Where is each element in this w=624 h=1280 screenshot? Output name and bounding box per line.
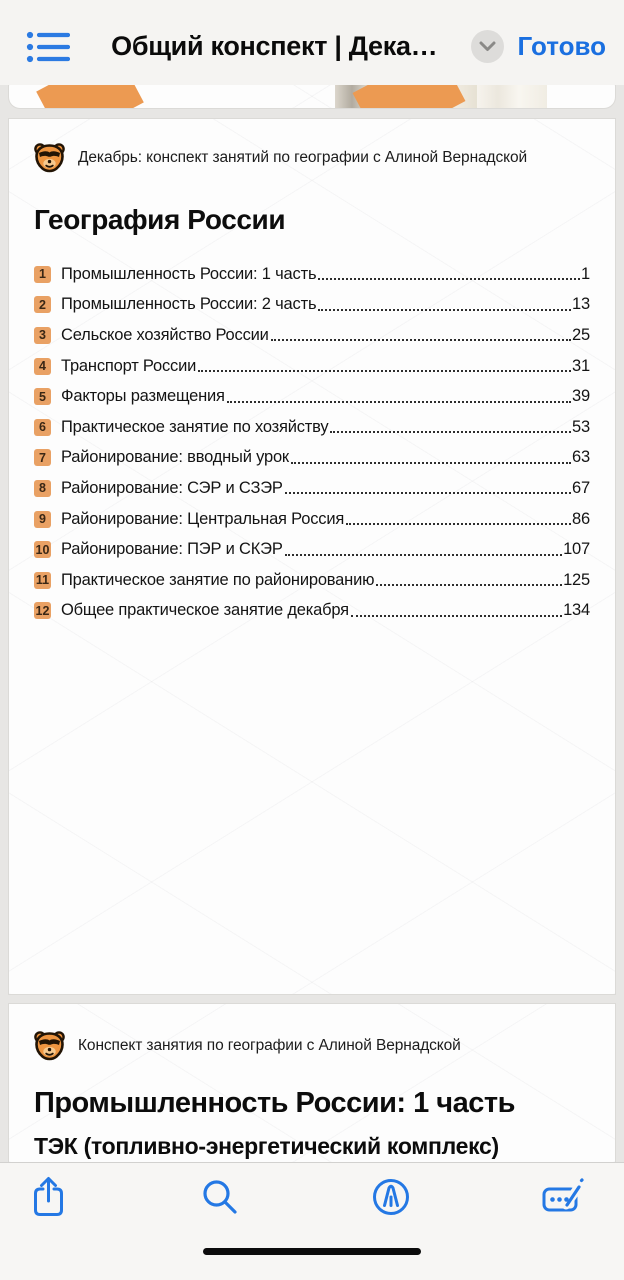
toc-dot-leader — [318, 309, 571, 311]
title-menu-button[interactable] — [471, 30, 504, 63]
toc-entry[interactable] — [34, 534, 590, 565]
toc-dot-leader — [271, 339, 571, 341]
toc-entry-page: 86 — [572, 509, 590, 528]
toc-entry[interactable] — [34, 504, 590, 535]
toc-entry-label: Практическое занятие по хозяйству — [61, 417, 329, 436]
lesson-title: Промышленность России: 1 часть — [34, 1087, 515, 1119]
toc-entry-label: Районирование: вводный урок — [61, 448, 289, 467]
fill-and-sign-button[interactable] — [542, 1176, 584, 1218]
toc-entry-number-badge: 12 — [35, 603, 50, 618]
share-button[interactable] — [27, 1176, 69, 1218]
contents-list-button[interactable] — [26, 26, 74, 68]
home-indicator[interactable] — [203, 1248, 421, 1255]
toc-entry[interactable] — [34, 565, 590, 596]
done-button[interactable]: Готово — [517, 31, 606, 61]
toc-dot-leader — [318, 278, 580, 280]
bottom-toolbar — [0, 1162, 624, 1280]
toc-entry-number-badge: 10 — [35, 542, 50, 557]
markup-button[interactable] — [370, 1176, 412, 1218]
toc-entry-page: 1 — [581, 264, 590, 283]
search-icon — [201, 1178, 239, 1216]
search-button[interactable] — [199, 1176, 241, 1218]
toc-entry-page: 25 — [572, 325, 590, 344]
toc-entry[interactable] — [34, 290, 590, 321]
toc-entry-number-badge: 9 — [34, 511, 51, 528]
navigation-bar — [0, 0, 624, 85]
toc-entry-number-badge: 11 — [35, 573, 50, 588]
toc-entry[interactable] — [34, 320, 590, 351]
toc-entry[interactable] — [34, 412, 590, 443]
toc-entry-number-badge: 6 — [34, 419, 51, 436]
fill-and-sign-icon — [541, 1176, 585, 1218]
toc-list — [34, 259, 590, 626]
toc-entry-number-badge: 2 — [34, 296, 51, 313]
toc-entry-page: 63 — [572, 448, 590, 467]
toc-entry-page: 39 — [572, 387, 590, 406]
toc-entry-label: Районирование: СЭР и СЗЭР — [61, 478, 283, 497]
toc-dot-leader — [227, 401, 571, 403]
bear-logo-icon — [34, 1031, 65, 1061]
toc-entry-page: 134 — [563, 601, 590, 620]
share-icon — [31, 1175, 66, 1219]
toc-entry[interactable] — [34, 259, 590, 290]
toc-entry[interactable] — [34, 473, 590, 504]
cover-orange-stripe — [36, 85, 144, 109]
toc-entry[interactable] — [34, 351, 590, 382]
toc-entry-page: 107 — [563, 540, 590, 559]
toc-entry-number-badge: 7 — [34, 449, 51, 466]
toc-entry-label: Факторы размещения — [61, 387, 225, 406]
toc-entry-label: Промышленность России: 1 часть — [61, 264, 317, 283]
toc-dot-leader — [198, 370, 571, 372]
cover-page-bottom-edge[interactable] — [8, 85, 616, 109]
toc-entry-label: Общее практическое занятие декабря — [61, 601, 349, 620]
toc-entry-number-badge: 8 — [34, 480, 51, 497]
toc-entry-label: Районирование: Центральная Россия — [61, 509, 345, 528]
markup-icon — [371, 1177, 411, 1217]
lesson-subtitle: ТЭК (топливно-энергетический комплекс) — [34, 1133, 499, 1159]
toc-dot-leader — [330, 431, 571, 433]
toc-entry-page: 53 — [572, 417, 590, 436]
toc-entry-page: 31 — [572, 356, 590, 375]
toc-entry[interactable] — [34, 596, 590, 627]
toc-entry[interactable] — [34, 443, 590, 474]
toc-dot-leader — [291, 462, 571, 464]
toc-entry-page: 67 — [572, 478, 590, 497]
toc-entry-number-badge: 5 — [34, 388, 51, 405]
page-header — [34, 1031, 590, 1061]
page-header-caption: Декабрь: конспект занятий по географии с Алиной Вернадской — [78, 149, 528, 166]
contents-list-icon — [26, 28, 70, 66]
toc-entry-label: Сельское хозяйство России — [61, 325, 269, 344]
toc-entry-number-badge: 3 — [34, 327, 51, 344]
toc-entry-label: Практическое занятие по районированию — [61, 570, 375, 589]
toc-entry-label: Промышленность России: 2 часть — [61, 295, 317, 314]
toc-entry-number-badge: 1 — [34, 266, 51, 283]
toc-entry-label: Районирование: ПЭР и СКЭР — [61, 540, 283, 559]
lesson-page — [8, 1003, 616, 1162]
toc-dot-leader — [285, 492, 571, 494]
toc-entry-page: 125 — [563, 570, 590, 589]
toc-page — [8, 118, 616, 995]
toc-title: География России — [34, 204, 286, 235]
toc-dot-leader — [346, 523, 571, 525]
toc-entry-number-badge: 4 — [34, 358, 51, 375]
toc-entry-label: Транспорт России — [61, 356, 197, 375]
bear-logo-icon — [34, 143, 65, 173]
toc-dot-leader — [285, 554, 562, 556]
toc-entry[interactable] — [34, 381, 590, 412]
cover-photo-fragment-right — [477, 85, 547, 109]
toc-entry-page: 13 — [572, 295, 590, 314]
document-title: Общий конспект | Дека… — [111, 31, 438, 61]
page-header — [34, 143, 590, 173]
toc-dot-leader — [351, 615, 562, 617]
page-header-caption: Конспект занятия по географии с Алиной Вернадской — [78, 1037, 461, 1054]
cover-orange-stripe — [353, 85, 466, 109]
toc-dot-leader — [376, 584, 562, 586]
chevron-down-icon — [479, 41, 496, 52]
